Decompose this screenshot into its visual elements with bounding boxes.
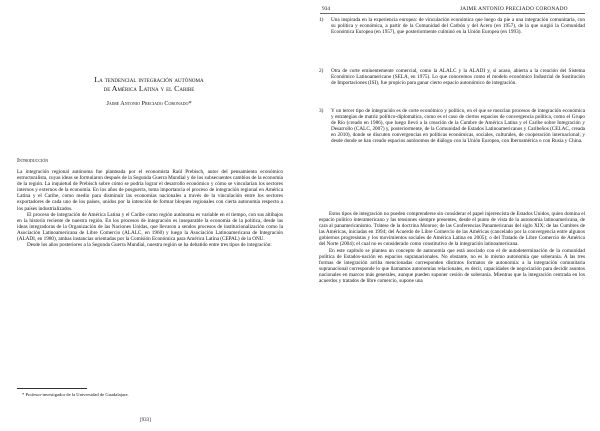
paragraph: La integración regional autónoma fue planteada por el economista Raúl Prebisch, autor del pensamiento económico estructuralista, cuyas ideas se formularon después de la Segunda Guerra Mundial y de los subsecuentes cambios de la economía de la región. La inquietud de Prebisch sobre cómo se podría lograr el desarrollo económico y cómo se vincularían los sectores internos y externos de la economía. En los años de posguerra, toma importancia el proceso de integración regional en América Latina y el Caribe, como medio para disminuir las economías nacionales a través de la vinculación entre los sectores exportadores de cada uno de los países, unidos por la intención de formar bloques regionales con cierta autonomía respecto a los países industrializados. (17, 169, 283, 212)
paragraph: En este capítulo se plantea un concepto de autonomía que está asociado con el de autodeterminación de la comunidad política de Estados-nación en espacios supranacionales. No obstante, no es lo mismo autonomía que soberanía. A las tres formas de integración arriba mencionadas corresponden distintos formatos de autonomía: a la integración comunitaria supranacional corresponde lo que llamamos autonomías relacionales, es decir, capacidades de negociación para decidir asuntos nacionales en marcos más generales, aunque pueden suponer cesión de soberanía. Mientras que la integración centrada en los acuerdos y tratados de libre comercio, supone una (319, 247, 585, 285)
header-rule (320, 13, 585, 14)
chapter-title-line-1: La tendencial integración autónoma (94, 75, 204, 84)
footnote-rule (17, 388, 87, 389)
list-item-text: Una inspirada en la experiencia europea: de vinculación económica que luego da pie a una integración comunitaria, con su política y económica, a partir de la Comunidad del Carbón y del Acero (en 1957), de la que surgió la Comunidad Económica Europea (en 1957), que posteriormente culminó en la Unión Europea (en 1993). (331, 17, 585, 36)
section-heading: Introducción (17, 158, 49, 164)
list-item-number: 1) (319, 17, 324, 23)
left-body-text (17, 169, 283, 248)
list-item-number: 3) (319, 108, 324, 114)
list-item-text: Y un tercer tipo de integración es de corte económico y político, en el que se mezclan procesos de integración económica y estrategias de matriz político-diplomática, como es el caso de ciertos espacios de convergencia política, como el Grupo de Río (creado en 1986), que luego llevó a la creación de la Cumbre de América Latina y el Caribe sobre Integración y Desarrollo (CALC, 2007) y, posteriormente, de la Comunidad de Estados Latinoamericanos y Caribeños (CELAC, creada en 2010), donde se discuten convergencias en políticas económicas, sociales, culturales, de cooperación internacional; y desde donde se han creado espacios autónomos de diálogo con la Unión Europea, con Iberoamérica o con Rusia y China. (331, 108, 585, 145)
paragraph: Estos tipos de integración no pueden comprenderse sin considerar el papel injerencista de Estados Unidos, quien domina el espacio político interamericano y las tensiones siempre presentes, desde el punto de vista de la autonomía latinoamericana, de cara al panamericanismo. Trátese de la doctrina Monroe; de las Conferencias Panamericanas del siglo XIX; de las Cumbres de las Américas, iniciadas en 1994; del Acuerdo de Libre Comercio de las Américas (cancelado por la convergencia entre algunos gobiernos progresistas y los movimientos sociales de América Latina en 2005); o del Tratado de Libre Comercio de América del Norte (2004); el cual no es considerado como constitutivo de la integración latinoamericana. (319, 211, 585, 248)
author-name: Jaime Antonio Preciado Coronado* (106, 100, 192, 107)
page-number: 934 (322, 6, 331, 12)
right-page (300, 0, 600, 431)
running-head: JAIME ANTONIO PRECIADO CORONADO (460, 6, 568, 12)
right-body-text (319, 211, 585, 284)
paragraph: Desde los años posteriores a la Segunda Guerra Mundial, nuestra región se ha debatido entre tres tipos de integración: (27, 242, 272, 249)
list-item-text: Otra de corte eminentemente comercial, como la ALALC y la ALADI y, si acaso, abierta a la creación del Sistema Económico Latinoamericano (SELA, en 1975). Lo que conocemos como el modelo económico Industrial de Sustitución de Importaciones (ISI), fue propicio para ganar cierto espacio autonómico de integración. (331, 68, 585, 87)
paragraph: El proceso de integración de América Latina y el Caribe como región autónoma es variable en el tiempo, con sus altibajos en la historia reciente de nuestra región. En los procesos de integración es inseparable la economía de la política, desde las ideas integradoras de la Organización de las Naciones Unidas, que llevaron a sendos procesos de institucionalización como la Asociación Latinoamericana de Libre Comercio (ALALC, en 1960) y luego la Asociación Latinoamericana de Integración (ALADI, en 1980), ambas instancias orientadas por la Comisión Económica para América Latina (CEPAL) de la ONU. (17, 211, 283, 243)
chapter-title (40, 75, 258, 93)
page-folio: [933] (140, 418, 151, 423)
chapter-title-line-2: de América Latina y el Caribe (103, 84, 195, 93)
footnote: * Profesor-investigador de la Universidad de Guadalajara. (22, 392, 129, 397)
list-item-number: 2) (319, 68, 324, 74)
